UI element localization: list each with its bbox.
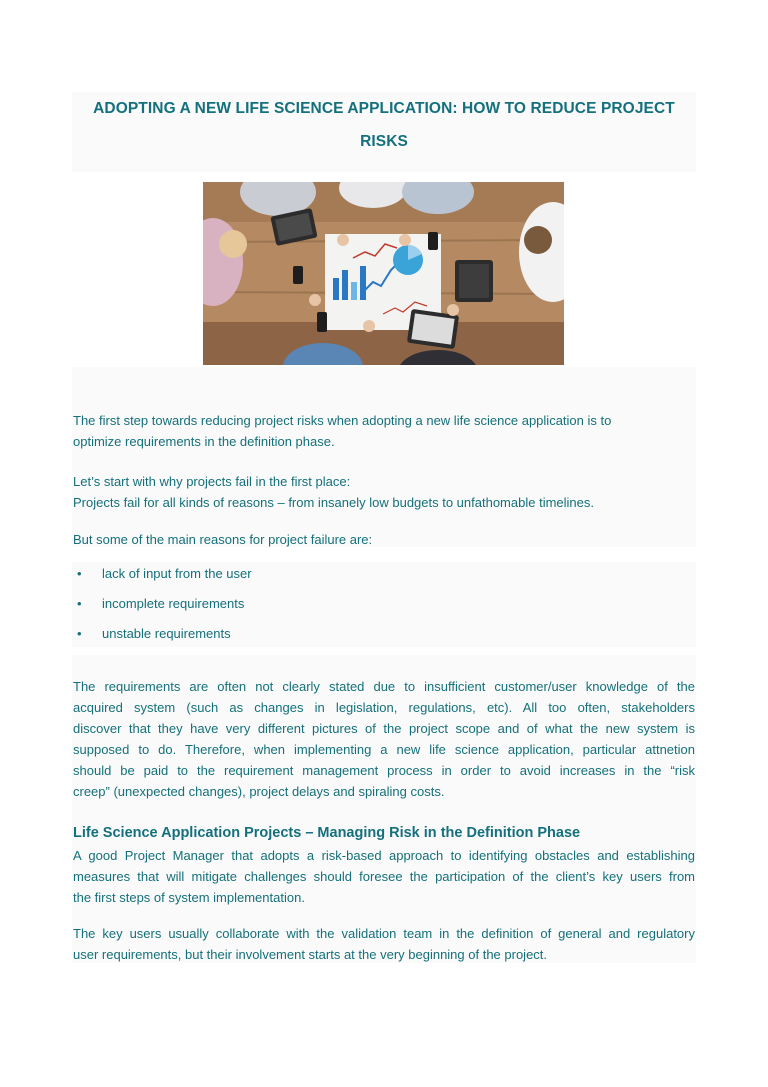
text-line: should be paid to the requirement management process in order to avoid increases in the “risk bbox=[73, 763, 695, 778]
text-line: acquired system (such as changes in legislation, regulations, etc). All too often, stakeholders bbox=[73, 700, 695, 715]
why-text: Projects fail for all kinds of reasons – from insanely low budgets to unfathomable timelines. bbox=[73, 495, 594, 510]
why-heading: Let’s start with why projects fail in the first place: bbox=[73, 474, 351, 489]
why-paragraph bbox=[73, 471, 695, 513]
reasons-list bbox=[73, 563, 695, 653]
text-line: The requirements are often not clearly stated due to insufficient customer/user knowledge of the bbox=[73, 679, 695, 694]
text-line: A good Project Manager that adopts a risk-based approach to identifying obstacles and establishing bbox=[73, 848, 695, 863]
section-heading: Life Science Application Projects – Managing Risk in the Definition Phase bbox=[73, 825, 581, 841]
text-line: measures that will mitigate challenges should foresee the participation of the client’s key users from bbox=[73, 869, 695, 884]
text-line: The first step towards reducing project risks when adopting a new life science application is to bbox=[73, 413, 612, 428]
document-title bbox=[72, 92, 696, 172]
section-paragraph bbox=[73, 923, 695, 965]
text-line: the first steps of system implementation. bbox=[73, 890, 305, 905]
list-item: • incomplete requirements bbox=[73, 593, 695, 623]
intro-paragraph bbox=[73, 410, 695, 452]
requirements-paragraph bbox=[73, 676, 695, 802]
text-line: optimize requirements in the definition phase. bbox=[73, 434, 335, 449]
text-line: discover that they have very different pictures of the project scope and of what the new system is bbox=[73, 721, 695, 736]
list-item: • unstable requirements bbox=[73, 623, 695, 653]
meeting-illustration bbox=[203, 182, 564, 365]
text-line: The key users usually collaborate with the validation team in the definition of general and regulatory bbox=[73, 926, 695, 941]
section-paragraph bbox=[73, 845, 695, 908]
text-line: user requirements, but their involvement starts at the very beginning of the project. bbox=[73, 947, 548, 962]
list-item: • lack of input from the user bbox=[73, 563, 695, 593]
title-line: RISKS bbox=[360, 133, 408, 150]
text-block-background bbox=[72, 367, 696, 547]
text-line: supposed to do. Therefore, when implementing a new life science application, particular attnetion bbox=[73, 742, 695, 757]
title-line: ADOPTING A NEW LIFE SCIENCE APPLICATION: HOW TO REDUCE PROJECT bbox=[93, 100, 675, 117]
reasons-intro: But some of the main reasons for project failure are: bbox=[73, 532, 373, 547]
text-line: creep” (unexpected changes), project delays and spiraling costs. bbox=[73, 784, 445, 799]
